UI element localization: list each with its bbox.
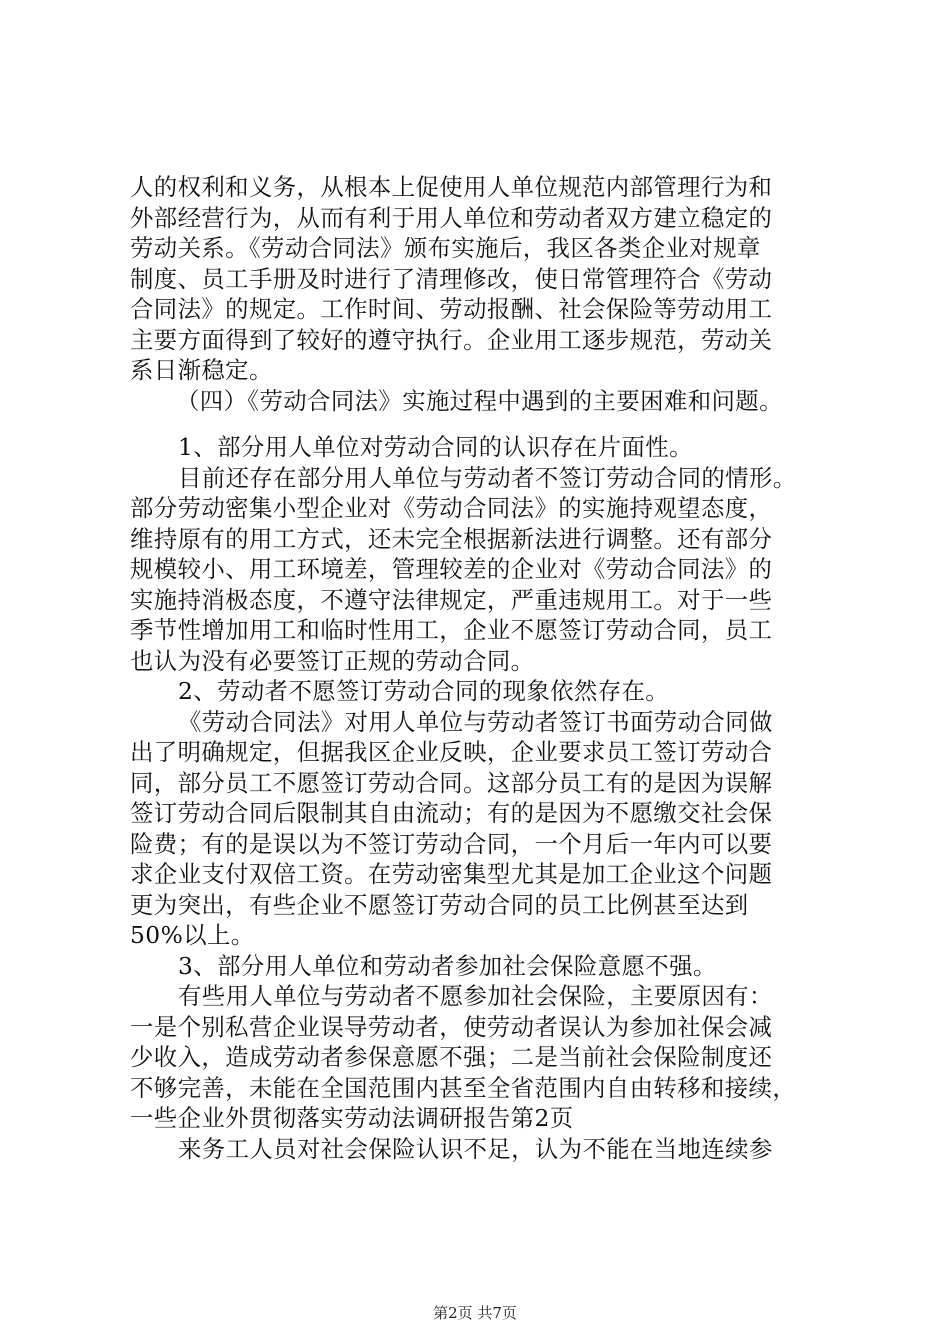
paragraph-line: 一些企业外贯彻落实劳动法调研报告第2页 bbox=[130, 1104, 574, 1132]
paragraph-line: 人的权利和义务，从根本上促使用人单位规范内部管理行为和 bbox=[130, 173, 773, 201]
paragraph-line: 外部经营行为，从而有利于用人单位和劳动者双方建立稳定的 bbox=[130, 203, 773, 232]
paragraph-line: 同，部分员工不愿签订劳动合同。这部分员工有的是因为误解 bbox=[130, 768, 773, 797]
paragraph-line: 出了明确规定，但据我区企业反映，企业要求员工签订劳动合 bbox=[130, 738, 773, 766]
paragraph-line: 更为突出，有些企业不愿签订劳动合同的员工比例甚至达到 bbox=[130, 890, 749, 919]
paragraph-line: 制度、员工手册及时进行了清理修改，使日常管理符合《劳动 bbox=[130, 264, 773, 293]
subheading-2: 2、劳动者不愿签订劳动合同的现象依然存在。 bbox=[178, 677, 670, 705]
page-footer bbox=[0, 1302, 950, 1323]
paragraph-line: 求企业支付双倍工资。在劳动密集型尤其是加工企业这个问题 bbox=[130, 860, 773, 888]
subheading-3: 3、部分用人单位和劳动者参加社会保险意愿不强。 bbox=[178, 951, 717, 980]
paragraph-line: 签订劳动合同后限制其自由流动；有的是因为不愿缴交社会保 bbox=[130, 799, 773, 827]
paragraph-line: 维持原有的用工方式，还未完全根据新法进行调整。还有部分 bbox=[130, 524, 773, 553]
section-heading: （四）《劳动合同法》实施过程中遇到的主要困难和问题。 bbox=[176, 386, 783, 415]
paragraph-line: 一是个别私营企业误导劳动者，使劳动者误认为参加社保会减 bbox=[130, 1012, 773, 1041]
paragraph-line: 50%以上。 bbox=[130, 921, 255, 949]
subheading-1: 1、部分用人单位对劳动合同的认识存在片面性。 bbox=[178, 433, 693, 461]
paragraph-line: 部分劳动密集小型企业对《劳动合同法》的实施持观望态度， bbox=[130, 494, 773, 522]
paragraph-line: 也认为没有必要签订正规的劳动合同。 bbox=[130, 646, 535, 675]
page-number-label: 第2页 共7页 bbox=[433, 1304, 517, 1322]
spacer bbox=[130, 416, 830, 432]
paragraph-line: 不够完善，未能在全国范围内甚至全省范围内自由转移和接续， bbox=[130, 1073, 797, 1102]
body-text bbox=[130, 172, 830, 1164]
paragraph-line: 合同法》的规定。工作时间、劳动报酬、社会保险等劳动用工 bbox=[130, 295, 773, 323]
paragraph-line: 来务工人员对社会保险认识不足，认为不能在当地连续参 bbox=[178, 1134, 773, 1163]
paragraph-line: 少收入，造成劳动者参保意愿不强；二是当前社会保险制度还 bbox=[130, 1043, 773, 1071]
paragraph-line: 有些用人单位与劳动者不愿参加社会保险，主要原因有： bbox=[178, 982, 773, 1010]
paragraph-line: 主要方面得到了较好的遵守执行。企业用工逐步规范，劳动关 bbox=[130, 325, 773, 354]
paragraph-line: 季节性增加用工和临时性用工，企业不愿签订劳动合同，员工 bbox=[130, 616, 773, 644]
paragraph-line: 实施持消极态度，不遵守法律规定，严重违规用工。对于一些 bbox=[130, 585, 773, 614]
paragraph-line: 规模较小、用工环境差，管理较差的企业对《劳动合同法》的 bbox=[130, 555, 773, 583]
paragraph-line: 劳动关系。《劳动合同法》颁布实施后，我区各类企业对规章 bbox=[130, 234, 761, 262]
paragraph-line: 目前还存在部分用人单位与劳动者不签订劳动合同的情形。 bbox=[178, 463, 797, 492]
paragraph-line: 险费；有的是误以为不签订劳动合同，一个月后一年内可以要 bbox=[130, 829, 773, 858]
paragraph-line: 系日渐稳定。 bbox=[130, 356, 273, 384]
paragraph-line: 《劳动合同法》对用人单位与劳动者签订书面劳动合同做 bbox=[178, 707, 773, 736]
